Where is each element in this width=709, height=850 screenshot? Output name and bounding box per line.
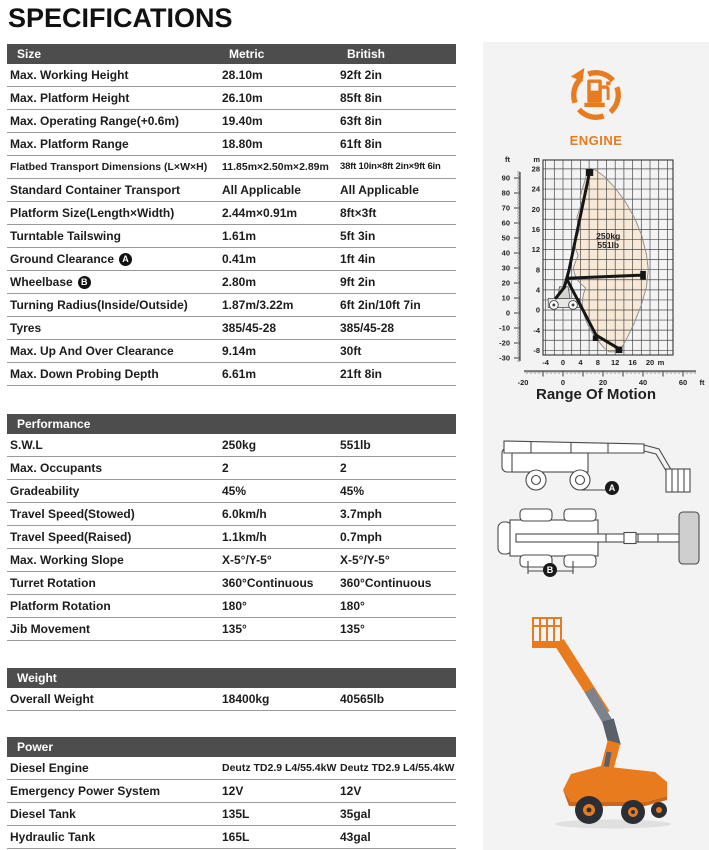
- spec-value-british: 12V: [340, 784, 362, 798]
- badge-b-letter: B: [546, 565, 554, 576]
- table-row: [7, 179, 456, 202]
- spec-value-metric: 2.44m×0.91m: [222, 206, 298, 220]
- table-row: [7, 340, 456, 363]
- spec-value-metric: 6.0km/h: [222, 507, 267, 521]
- range-of-motion-title: Range Of Motion: [536, 386, 656, 403]
- spec-label: Emergency Power System: [10, 784, 161, 798]
- badge-a-letter: A: [608, 483, 616, 494]
- spec-value-british: 551lb: [340, 438, 371, 452]
- table-power: [7, 737, 456, 849]
- spec-value-metric: Deutz TD2.9 L4/55.4kW: [222, 762, 337, 774]
- column-header-british: British: [347, 47, 386, 61]
- boom-lift-product-image: [505, 602, 695, 837]
- table-header-power: [7, 737, 456, 757]
- spec-value-metric: All Applicable: [222, 183, 301, 197]
- spec-value-british: 6ft 2in/10ft 7in: [340, 298, 421, 312]
- machine-top-view-diagram: [496, 504, 701, 578]
- spec-label: Diesel Tank: [10, 807, 76, 821]
- table-row: [7, 757, 456, 780]
- spec-value-british: 3.7mph: [340, 507, 383, 521]
- table-header-weight: [7, 668, 456, 688]
- spec-label: Jib Movement: [10, 622, 91, 636]
- table-row: [7, 595, 456, 618]
- spec-label: Turntable Tailswing: [10, 229, 121, 243]
- spec-label: Overall Weight: [10, 692, 94, 706]
- spec-value-british: 35gal: [340, 807, 371, 821]
- table-row: [7, 780, 456, 803]
- svg-text:30: 30: [501, 263, 510, 273]
- svg-text:m: m: [533, 155, 540, 164]
- spec-value-british: 8ft×3ft: [340, 206, 377, 220]
- table-row: [7, 572, 456, 595]
- spec-value-british: 21ft 8in: [340, 367, 383, 381]
- spec-label: Max. Platform Range: [10, 137, 129, 151]
- spec-value-british: 5ft 3in: [340, 229, 376, 243]
- svg-text:4: 4: [578, 358, 583, 367]
- table-row: [7, 202, 456, 225]
- engine-label: ENGINE: [569, 133, 623, 148]
- svg-text:70: 70: [501, 203, 510, 213]
- svg-text:80: 80: [501, 188, 510, 198]
- spec-label: Max. Working Slope: [10, 553, 124, 567]
- machine-side-view-diagram: [496, 436, 701, 500]
- svg-text:40: 40: [638, 378, 648, 387]
- table-row: [7, 271, 456, 294]
- svg-text:m: m: [657, 358, 665, 367]
- table-title: Performance: [17, 417, 91, 431]
- spec-value-british: 92ft 2in: [340, 68, 383, 82]
- table-row: [7, 294, 456, 317]
- table-row: [7, 64, 456, 87]
- spec-value-british: 30ft: [340, 344, 362, 358]
- svg-text:4: 4: [535, 285, 540, 295]
- spec-value-british: 1ft 4in: [340, 252, 376, 266]
- table-row: [7, 457, 456, 480]
- svg-text:12: 12: [611, 358, 620, 367]
- spec-value-british: 180°: [340, 599, 365, 613]
- svg-text:0: 0: [535, 305, 540, 315]
- spec-value-metric: 18.80m: [222, 137, 263, 151]
- spec-value-british: 360°Continuous: [340, 576, 432, 590]
- svg-text:28: 28: [531, 164, 540, 174]
- svg-text:20: 20: [501, 278, 510, 288]
- spec-label: Turning Radius(Inside/Outside): [10, 298, 188, 312]
- svg-text:8: 8: [535, 265, 540, 275]
- svg-text:ft: ft: [699, 378, 705, 387]
- svg-text:-4: -4: [533, 325, 540, 335]
- table-row: [7, 87, 456, 110]
- table-row: [7, 618, 456, 641]
- spec-value-british: 9ft 2in: [340, 275, 376, 289]
- badge-a-icon: A: [119, 253, 132, 266]
- spec-value-metric: 165L: [222, 830, 250, 844]
- column-header-metric: Metric: [229, 47, 265, 61]
- svg-text:60: 60: [678, 378, 688, 387]
- spec-value-metric: 1.61m: [222, 229, 257, 243]
- svg-text:24: 24: [531, 184, 540, 194]
- svg-text:-4: -4: [542, 358, 549, 367]
- svg-text:551lb: 551lb: [597, 239, 620, 250]
- spec-value-british: 43gal: [340, 830, 371, 844]
- spec-label: Standard Container Transport: [10, 183, 181, 197]
- table-row: [7, 434, 456, 457]
- spec-value-metric: 12V: [222, 784, 244, 798]
- svg-text:20: 20: [645, 358, 655, 367]
- spec-label: S.W.L: [10, 438, 43, 452]
- svg-text:0: 0: [560, 358, 566, 367]
- svg-text:-20: -20: [517, 378, 529, 387]
- table-row: [7, 225, 456, 248]
- engine-fuel-icon: [565, 64, 627, 126]
- spec-label: Max. Occupants: [10, 461, 103, 475]
- table-performance: [7, 414, 456, 641]
- spec-value-metric: 2.80m: [222, 275, 257, 289]
- spec-label: Hydraulic Tank: [10, 830, 96, 844]
- svg-text:90: 90: [501, 173, 510, 183]
- spec-value-metric: 250kg: [222, 438, 257, 452]
- spec-value-metric: 2: [222, 461, 229, 475]
- svg-text:20: 20: [598, 378, 608, 387]
- spec-label: Max. Working Height: [10, 68, 129, 82]
- table-row: [7, 826, 456, 849]
- spec-value-british: 61ft 8in: [340, 137, 383, 151]
- table-row: [7, 363, 456, 386]
- svg-text:-20: -20: [499, 338, 510, 348]
- svg-text:10: 10: [501, 293, 510, 303]
- svg-text:ft: ft: [505, 155, 510, 164]
- spec-value-british: X-5°/Y-5°: [340, 553, 390, 567]
- spec-label: Gradeability: [10, 484, 80, 498]
- spec-value-british: 63ft 8in: [340, 114, 383, 128]
- spec-label: Max. Down Probing Depth: [10, 367, 159, 381]
- table-row: [7, 133, 456, 156]
- spec-value-metric: 180°: [222, 599, 247, 613]
- spec-value-metric: 45%: [222, 484, 247, 498]
- spec-label: Turret Rotation: [10, 576, 96, 590]
- spec-value-metric: 11.85m×2.50m×2.89m: [222, 161, 329, 173]
- svg-text:-10: -10: [499, 323, 510, 333]
- spec-value-metric: 1.87m/3.22m: [222, 298, 294, 312]
- svg-text:16: 16: [531, 224, 540, 234]
- side-panel: [483, 42, 709, 850]
- svg-text:20: 20: [531, 204, 540, 214]
- table-header-size: [7, 44, 456, 64]
- spec-value-british: 40565lb: [340, 692, 385, 706]
- svg-text:8: 8: [595, 358, 600, 367]
- table-row: [7, 317, 456, 340]
- spec-label: Max. Up And Over Clearance: [10, 344, 174, 358]
- table-row: [7, 526, 456, 549]
- spec-label: Tyres: [10, 321, 42, 335]
- table-row: [7, 503, 456, 526]
- spec-value-british: 2: [340, 461, 347, 475]
- table-row: [7, 156, 456, 179]
- page-title: SPECIFICATIONS: [8, 3, 233, 33]
- spec-value-metric: 28.10m: [222, 68, 263, 82]
- table-row: [7, 688, 456, 711]
- table-header-performance: [7, 414, 456, 434]
- spec-value-metric: 26.10m: [222, 91, 263, 105]
- spec-label: Travel Speed(Stowed): [10, 507, 135, 521]
- svg-text:50: 50: [501, 233, 510, 243]
- spec-value-metric: X-5°/Y-5°: [222, 553, 272, 567]
- table-row: [7, 110, 456, 133]
- spec-label: Max. Operating Range(+0.6m): [10, 114, 180, 128]
- spec-value-metric: 18400kg: [222, 692, 270, 706]
- svg-text:0: 0: [505, 308, 510, 318]
- svg-text:16: 16: [628, 358, 637, 367]
- spec-label: Max. Platform Height: [10, 91, 130, 105]
- range-of-motion-chart: [488, 153, 708, 391]
- table-row: [7, 248, 456, 271]
- spec-label: Flatbed Transport Dimensions (L×W×H): [10, 161, 208, 173]
- svg-text:12: 12: [531, 245, 540, 255]
- spec-value-british: 385/45-28: [340, 321, 395, 335]
- svg-text:60: 60: [501, 218, 510, 228]
- spec-label: Diesel Engine: [10, 761, 89, 775]
- table-title: Size: [17, 47, 42, 61]
- spec-value-metric: 1.1km/h: [222, 530, 267, 544]
- spec-label: Travel Speed(Raised): [10, 530, 132, 544]
- spec-value-metric: 19.40m: [222, 114, 263, 128]
- engine-block: [483, 64, 709, 148]
- spec-value-metric: 135°: [222, 622, 247, 636]
- svg-text:250kg: 250kg: [596, 230, 621, 241]
- spec-value-british: All Applicable: [340, 183, 419, 197]
- badge-b-icon: B: [78, 276, 91, 289]
- spec-label: Wheelbase B: [7, 271, 222, 293]
- svg-text:0: 0: [560, 378, 566, 387]
- table-row: [7, 803, 456, 826]
- spec-value-british: 45%: [340, 484, 365, 498]
- table-size: [7, 44, 456, 386]
- table-weight: [7, 668, 456, 711]
- spec-label: Platform Size(Length×Width): [10, 206, 175, 220]
- svg-text:40: 40: [501, 248, 510, 258]
- spec-label: Platform Rotation: [10, 599, 111, 613]
- table-title: Power: [17, 740, 54, 754]
- spec-label: Ground Clearance A: [7, 248, 222, 270]
- spec-value-metric: 385/45-28: [222, 321, 277, 335]
- spec-value-metric: 135L: [222, 807, 250, 821]
- spec-value-british: 135°: [340, 622, 365, 636]
- spec-value-british: Deutz TD2.9 L4/55.4kW: [340, 762, 455, 774]
- table-title: Weight: [17, 671, 57, 685]
- table-row: [7, 549, 456, 572]
- spec-value-british: 38ft 10in×8ft 2in×9ft 6in: [340, 161, 441, 172]
- spec-value-metric: 9.14m: [222, 344, 257, 358]
- svg-text:-8: -8: [533, 345, 540, 355]
- spec-value-metric: 360°Continuous: [222, 576, 314, 590]
- spec-value-metric: 6.61m: [222, 367, 257, 381]
- spec-value-metric: 0.41m: [222, 252, 257, 266]
- table-row: [7, 480, 456, 503]
- spec-value-british: 85ft 8in: [340, 91, 383, 105]
- spec-value-british: 0.7mph: [340, 530, 383, 544]
- svg-text:-30: -30: [499, 353, 510, 363]
